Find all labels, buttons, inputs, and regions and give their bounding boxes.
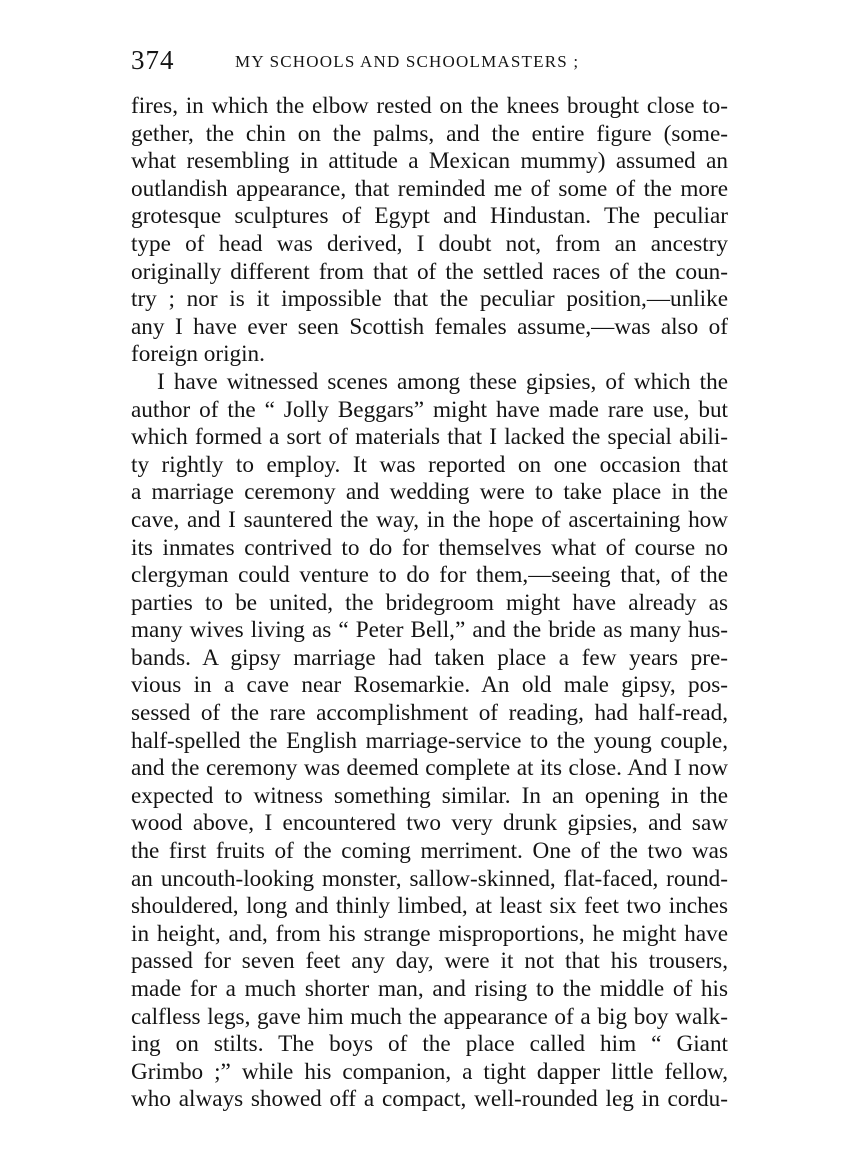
text-line: bands. A gipsy marriage had taken place a few years pre- — [131, 644, 728, 671]
text-line: author of the “ Jolly Beggars” might have made rare use, but — [131, 396, 728, 423]
text-line: outlandish appearance, that reminded me of some of the more — [131, 175, 728, 202]
body-text — [131, 93, 728, 1114]
text-line: many wives living as “ Peter Bell,” and the bride as many hus- — [131, 617, 728, 644]
text-line: originally different from that of the settled races of the coun- — [131, 258, 728, 285]
text-line: in height, and, from his strange misproportions, he might have — [131, 920, 728, 947]
text-line: passed for seven feet any day, were it not that his trousers, — [131, 948, 728, 975]
text-line: shouldered, long and thinly limbed, at least six feet two inches — [131, 893, 728, 920]
paragraph — [131, 369, 728, 1114]
page-number: 374 — [131, 45, 175, 75]
text-line: wood above, I encountered two very drunk gipsies, and saw — [131, 810, 728, 837]
text-line: foreign origin. — [131, 341, 265, 368]
text-line: I have witnessed scenes among these gipsies, of which the — [157, 368, 728, 395]
text-line: a marriage ceremony and wedding were to take place in the — [131, 479, 728, 506]
text-line: which formed a sort of materials that I lacked the special abili- — [131, 424, 728, 451]
text-line: half-spelled the English marriage-service to the young couple, — [131, 727, 728, 754]
text-line: made for a much shorter man, and rising to the middle of his — [131, 976, 728, 1002]
text-line: grotesque sculptures of Egypt and Hindustan. The peculiar — [131, 203, 728, 230]
text-line: any I have ever seen Scottish females assume,—was also of — [131, 313, 728, 340]
text-line: cave, and I sauntered the way, in the hope of ascertaining how — [131, 506, 728, 533]
text-line: its inmates contrived to do for themselves what of course no — [131, 534, 728, 561]
text-line: type of head was derived, I doubt not, from an ancestry — [131, 230, 728, 257]
text-line: sessed of the rare accomplishment of reading, had half-read, — [131, 700, 728, 727]
text-line: parties to be united, the bridegroom might have already as — [131, 589, 728, 616]
text-line: what resembling in attitude a Mexican mummy) assumed an — [131, 148, 728, 175]
text-line: ing on stilts. The boys of the place called him “ Giant — [131, 1031, 728, 1058]
text-line: vious in a cave near Rosemarkie. An old male gipsy, pos- — [131, 672, 728, 699]
text-line: fires, in which the elbow rested on the knees brought close to- — [131, 93, 728, 119]
text-line: who always showed off a compact, well-rounded leg in cordu- — [131, 1086, 728, 1113]
text-line: Grimbo ;” while his companion, a tight dapper little fellow, — [131, 1058, 728, 1085]
text-line: try ; nor is it impossible that the peculiar position,—unlike — [131, 286, 728, 313]
text-line: gether, the chin on the palms, and the entire figure (some- — [131, 120, 728, 147]
text-line: the first fruits of the coming merriment. One of the two was — [131, 838, 728, 865]
text-line: clergyman could venture to do for them,—seeing that, of the — [131, 562, 728, 589]
running-head — [131, 42, 731, 78]
running-title: MY SCHOOLS AND SCHOOLMASTERS ; — [235, 52, 580, 71]
text-line: calfless legs, gave him much the appearance of a big boy walk- — [131, 1003, 728, 1030]
text-line: expected to witness something similar. In an opening in the — [131, 782, 728, 809]
paragraph — [131, 93, 728, 369]
text-line: ty rightly to employ. It was reported on one occasion that — [131, 451, 728, 478]
text-line: and the ceremony was deemed complete at its close. And I now — [131, 755, 728, 782]
text-line: an uncouth-looking monster, sallow-skinned, flat-faced, round- — [131, 865, 728, 892]
